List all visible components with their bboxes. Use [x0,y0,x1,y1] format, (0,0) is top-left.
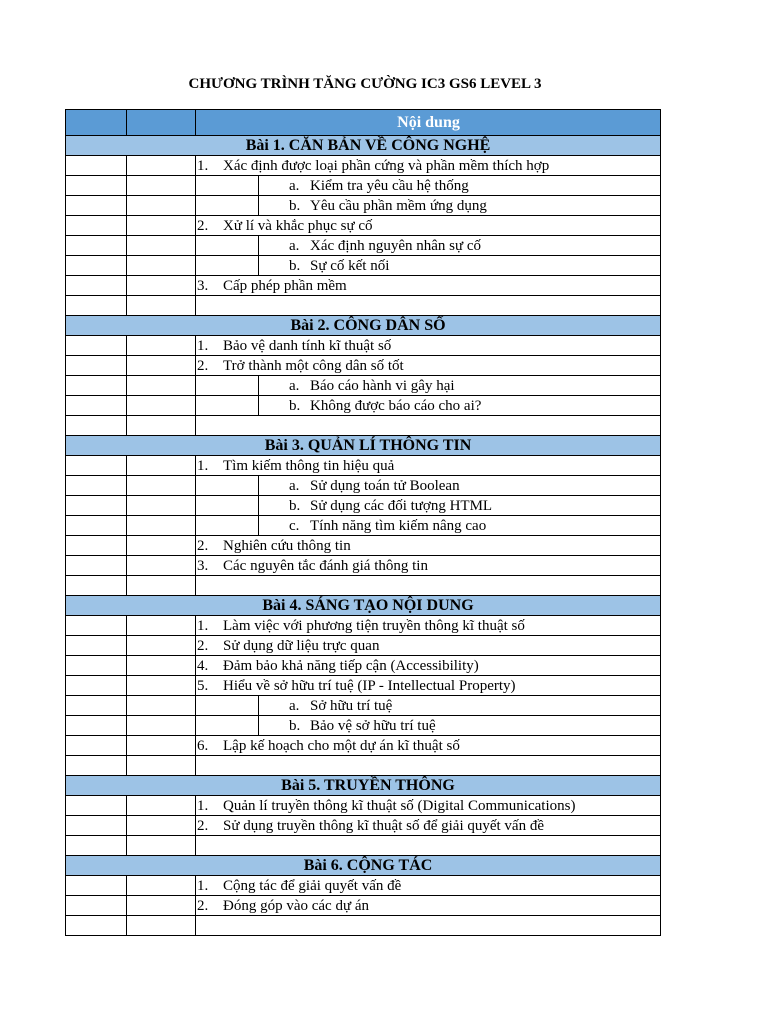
item-text: Sử dụng truyền thông kĩ thuật số để giải quyết vấn đề [223,817,544,834]
list-item [197,456,394,476]
sub-list-item [289,256,389,276]
subrow-indent-cell [196,376,259,396]
row-cell-1 [65,756,127,776]
row-cell-1 [65,656,127,676]
row-cell-2 [127,336,196,356]
subrow-indent-cell [196,176,259,196]
blank-row [65,836,661,856]
list-item [197,216,373,236]
row-cell-2 [127,396,196,416]
subitem-text: Báo cáo hành vi gây hại [310,377,455,394]
row-cell-1 [65,176,127,196]
table-row [65,556,661,576]
row-cell-1 [65,736,127,756]
item-text: Cộng tác để giải quyết vấn đề [223,877,402,894]
subitem-text: Không được báo cáo cho ai? [310,397,482,414]
subitem-letter: a. [289,237,300,254]
list-item [197,736,460,756]
subitem-letter: a. [289,177,300,194]
subrow-indent-cell [196,516,259,536]
section-header-row [65,136,661,156]
table-row [65,156,661,176]
header-content-label: Nội dung [397,113,460,131]
row-cell-2 [127,796,196,816]
row-cell-1 [65,196,127,216]
subrow-indent-cell [196,696,259,716]
row-cell-1 [65,236,127,256]
subitem-text: Sự cố kết nối [310,257,390,274]
subitem-letter: b. [289,257,301,274]
section-title: Bài 2. CÔNG DÂN SỐ [290,316,446,334]
item-text: Lập kế hoạch cho một dự án kĩ thuật số [223,737,460,754]
item-number: 1. [197,157,209,174]
item-number: 2. [197,537,209,554]
table-row [65,216,661,236]
sub-list-item [289,516,486,536]
row-cell-2 [127,736,196,756]
item-text: Xác định được loại phần cứng và phần mềm thích hợp [223,157,550,174]
table-subrow [65,516,661,536]
row-cell-1 [65,376,127,396]
blank-row [65,416,661,436]
sub-list-item [289,236,481,256]
subitem-text: Xác định nguyên nhân sự cố [310,237,482,254]
subitem-text: Sử dụng các đối tượng HTML [310,497,493,514]
curriculum-table [65,109,661,936]
table-subrow [65,256,661,276]
item-text: Quản lí truyền thông kĩ thuật số (Digital Communications) [223,797,576,814]
row-cell-2 [127,916,196,936]
sub-list-item [289,396,481,416]
sub-list-item [289,176,469,196]
row-cell-2 [127,756,196,776]
row-cell-1 [65,516,127,536]
row-cell-1 [65,536,127,556]
list-item [197,896,369,916]
table-header-row [65,109,661,136]
item-number: 2. [197,637,209,654]
row-cell-2 [127,216,196,236]
sub-list-item [289,496,492,516]
table-row [65,796,661,816]
table-row [65,816,661,836]
section-header-row [65,776,661,796]
row-cell-1 [65,796,127,816]
section-header-row [65,596,661,616]
list-item [197,156,549,176]
header-cell-2 [127,109,196,136]
subrow-indent-cell [196,716,259,736]
row-cell-1 [65,276,127,296]
blank-content-cell [196,296,661,316]
section-title: Bài 5. TRUYỀN THÔNG [281,776,455,794]
subitem-letter: b. [289,717,301,734]
blank-row [65,916,661,936]
row-cell-1 [65,216,127,236]
row-cell-2 [127,556,196,576]
item-text: Bảo vệ danh tính kĩ thuật số [223,337,392,354]
row-cell-2 [127,276,196,296]
item-text: Đảm bảo khả năng tiếp cận (Accessibility) [223,657,479,674]
row-cell-2 [127,816,196,836]
sub-list-item [289,716,436,736]
list-item [197,336,391,356]
subrow-indent-cell [196,476,259,496]
section-header-row [65,856,661,876]
subrow-indent-cell [196,396,259,416]
table-row [65,356,661,376]
list-item [197,356,404,376]
row-cell-2 [127,296,196,316]
item-number: 3. [197,557,209,574]
table-subrow [65,696,661,716]
row-cell-2 [127,536,196,556]
table-row [65,276,661,296]
row-cell-2 [127,636,196,656]
table-row [65,456,661,476]
blank-content-cell [196,576,661,596]
subitem-text: Sở hữu trí tuệ [310,697,393,714]
table-subrow [65,196,661,216]
item-number: 1. [197,877,209,894]
subitem-letter: b. [289,497,301,514]
row-cell-1 [65,356,127,376]
list-item [197,656,479,676]
row-cell-2 [127,476,196,496]
item-number: 2. [197,217,209,234]
table-subrow [65,496,661,516]
item-number: 4. [197,657,209,674]
item-text: Trở thành một công dân số tốt [223,357,404,374]
list-item [197,676,516,696]
item-text: Hiểu về sở hữu trí tuệ (IP - Intellectual Property) [223,677,516,694]
subitem-letter: b. [289,397,301,414]
row-cell-2 [127,456,196,476]
subrow-indent-cell [196,196,259,216]
subitem-text: Yêu cầu phần mềm ứng dụng [310,197,487,214]
list-item [197,796,575,816]
row-cell-1 [65,716,127,736]
table-subrow [65,476,661,496]
section-title: Bài 3. QUẢN LÍ THÔNG TIN [264,436,472,454]
row-cell-1 [65,876,127,896]
row-cell-2 [127,696,196,716]
row-cell-2 [127,376,196,396]
row-cell-1 [65,256,127,276]
item-number: 2. [197,897,209,914]
row-cell-1 [65,636,127,656]
item-number: 1. [197,617,209,634]
row-cell-1 [65,896,127,916]
table-row [65,536,661,556]
blank-content-cell [196,916,661,936]
table-row [65,736,661,756]
subitem-text: Sử dụng toán tử Boolean [310,477,460,494]
table-row [65,876,661,896]
document-title: CHƯƠNG TRÌNH TĂNG CƯỜNG IC3 GS6 LEVEL 3 [188,76,542,92]
row-cell-2 [127,516,196,536]
subitem-letter: a. [289,697,300,714]
row-cell-2 [127,716,196,736]
list-item [197,876,401,896]
section-header-row [65,436,661,456]
row-cell-1 [65,296,127,316]
item-number: 1. [197,337,209,354]
row-cell-2 [127,236,196,256]
item-text: Làm việc với phương tiện truyền thông kĩ thuật số [223,617,525,634]
row-cell-2 [127,256,196,276]
item-number: 2. [197,357,209,374]
list-item [197,616,525,636]
row-cell-1 [65,616,127,636]
item-number: 2. [197,817,209,834]
row-cell-1 [65,556,127,576]
row-cell-2 [127,416,196,436]
row-cell-1 [65,836,127,856]
subitem-text: Kiểm tra yêu cầu hệ thống [310,177,469,194]
subrow-indent-cell [196,256,259,276]
row-cell-2 [127,876,196,896]
list-item [197,536,351,556]
row-cell-1 [65,416,127,436]
item-text: Các nguyên tắc đánh giá thông tin [223,557,428,574]
row-cell-2 [127,156,196,176]
row-cell-2 [127,176,196,196]
table-row [65,896,661,916]
list-item [197,816,544,836]
row-cell-2 [127,496,196,516]
item-number: 1. [197,457,209,474]
item-number: 1. [197,797,209,814]
table-row [65,636,661,656]
item-number: 5. [197,677,209,694]
item-text: Tìm kiếm thông tin hiệu quả [223,457,395,474]
row-cell-1 [65,676,127,696]
table-subrow [65,716,661,736]
list-item [197,556,428,576]
subitem-letter: b. [289,197,301,214]
sub-list-item [289,196,487,216]
sub-list-item [289,376,455,396]
item-text: Sử dụng dữ liệu trực quan [223,637,380,654]
item-text: Xử lí và khắc phục sự cố [223,217,373,234]
subrow-indent-cell [196,236,259,256]
row-cell-2 [127,356,196,376]
list-item [197,276,347,296]
row-cell-2 [127,896,196,916]
blank-row [65,576,661,596]
row-cell-2 [127,656,196,676]
row-cell-1 [65,476,127,496]
table-row [65,616,661,636]
row-cell-1 [65,816,127,836]
row-cell-2 [127,616,196,636]
row-cell-2 [127,196,196,216]
blank-row [65,296,661,316]
row-cell-1 [65,916,127,936]
item-number: 6. [197,737,209,754]
subitem-text: Bảo vệ sở hữu trí tuệ [310,717,436,734]
table-subrow [65,396,661,416]
table-subrow [65,376,661,396]
subitem-text: Tính năng tìm kiếm nâng cao [310,517,487,534]
row-cell-2 [127,676,196,696]
blank-content-cell [196,416,661,436]
table-subrow [65,176,661,196]
row-cell-1 [65,156,127,176]
section-title: Bài 4. SÁNG TẠO NỘI DUNG [262,596,474,614]
table-row [65,676,661,696]
subitem-letter: c. [289,517,300,534]
blank-content-cell [196,836,661,856]
row-cell-1 [65,696,127,716]
section-title: Bài 1. CĂN BẢN VỀ CÔNG NGHỆ [245,136,491,154]
blank-row [65,756,661,776]
list-item [197,636,379,656]
table-row [65,336,661,356]
header-cell-1 [65,109,127,136]
item-number: 3. [197,277,209,294]
row-cell-2 [127,576,196,596]
subitem-letter: a. [289,377,300,394]
section-title: Bài 6. CỘNG TÁC [303,856,433,874]
item-text: Đóng góp vào các dự án [223,897,370,914]
row-cell-1 [65,576,127,596]
subrow-indent-cell [196,496,259,516]
table-row [65,656,661,676]
row-cell-1 [65,456,127,476]
sub-list-item [289,476,460,496]
row-cell-1 [65,336,127,356]
item-text: Cấp phép phần mềm [223,277,347,294]
item-text: Nghiên cứu thông tin [223,537,351,554]
section-header-row [65,316,661,336]
row-cell-1 [65,396,127,416]
sub-list-item [289,696,392,716]
row-cell-1 [65,496,127,516]
row-cell-2 [127,836,196,856]
table-subrow [65,236,661,256]
blank-content-cell [196,756,661,776]
subitem-letter: a. [289,477,300,494]
